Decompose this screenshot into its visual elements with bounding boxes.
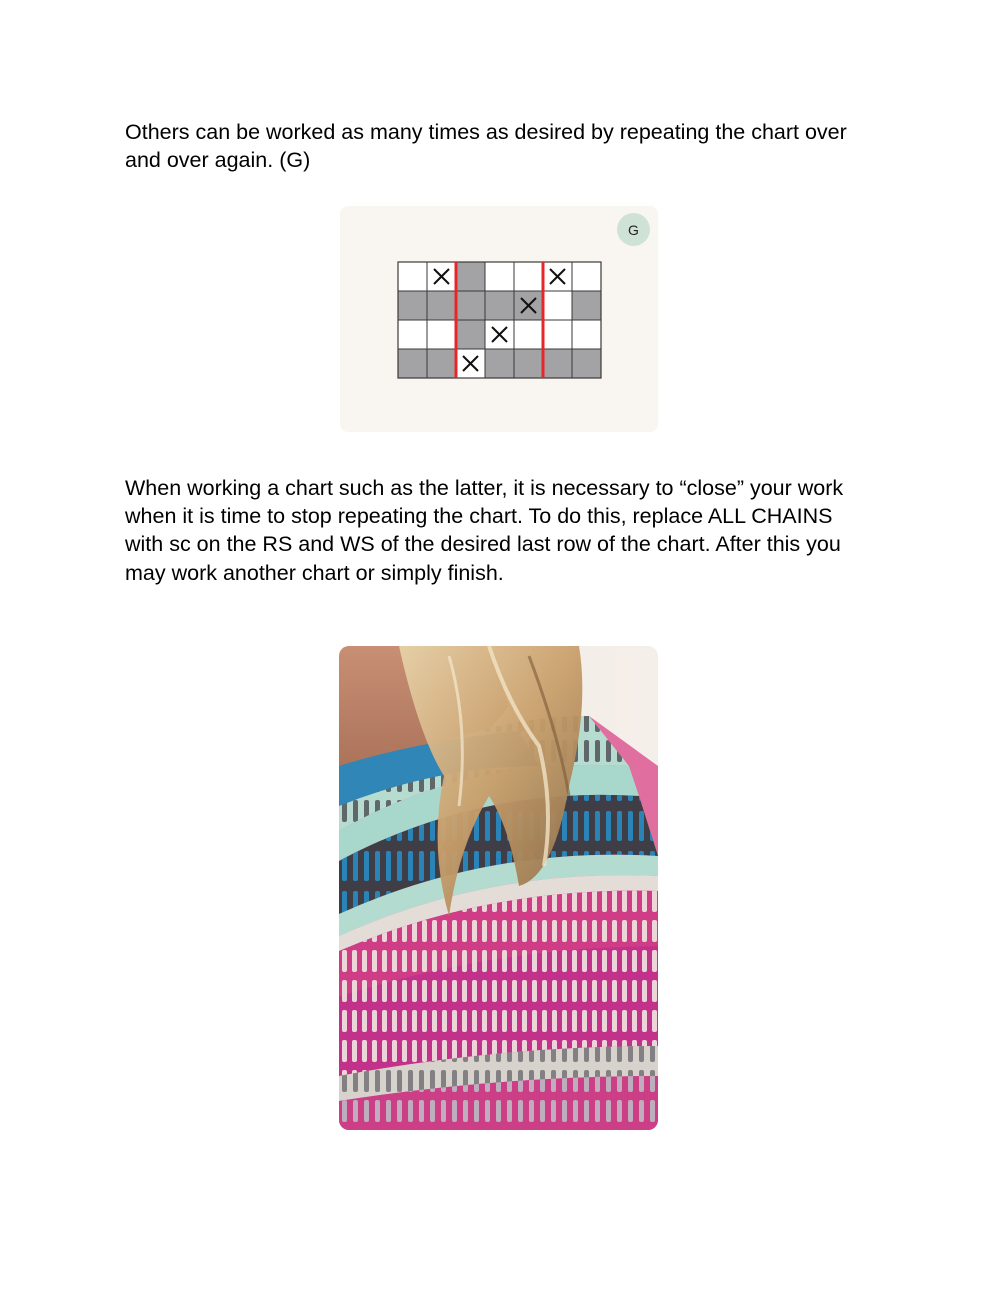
chart-cell [456,262,485,291]
chart-cell [514,262,543,291]
chart-cell [456,320,485,349]
chart-cell [485,262,514,291]
chart-figure-card [340,206,658,432]
chart-cell [485,349,514,378]
chart-cell [572,349,601,378]
chart-cell [543,291,572,320]
chart-cell [398,349,427,378]
chart-cell [543,349,572,378]
chart-cell [572,291,601,320]
chart-cell [514,320,543,349]
chart-cell [427,320,456,349]
chart-cell [514,349,543,378]
chart-cell [572,320,601,349]
figure-badge: G [617,213,650,246]
chart-cell [485,291,514,320]
chart-cell [398,262,427,291]
sweater-photo [339,646,658,1130]
intro-paragraph: Others can be worked as many times as desired by repeating the chart over and over again. (G) [125,120,847,173]
chart-cell [398,291,427,320]
chart-cell [543,320,572,349]
closing-paragraph: When working a chart such as the latter, it is necessary to “close” your work when it is time to stop repeating the chart. To do this, replace ALL CHAINS with sc on the RS and WS of the desired last row of the chart. After this you may work another chart or simply finish. [125,476,844,585]
chart-cell [427,291,456,320]
colorwork-chart [340,206,658,432]
chart-cell [456,291,485,320]
chart-cell [427,349,456,378]
chart-cell [572,262,601,291]
chart-cell [398,320,427,349]
